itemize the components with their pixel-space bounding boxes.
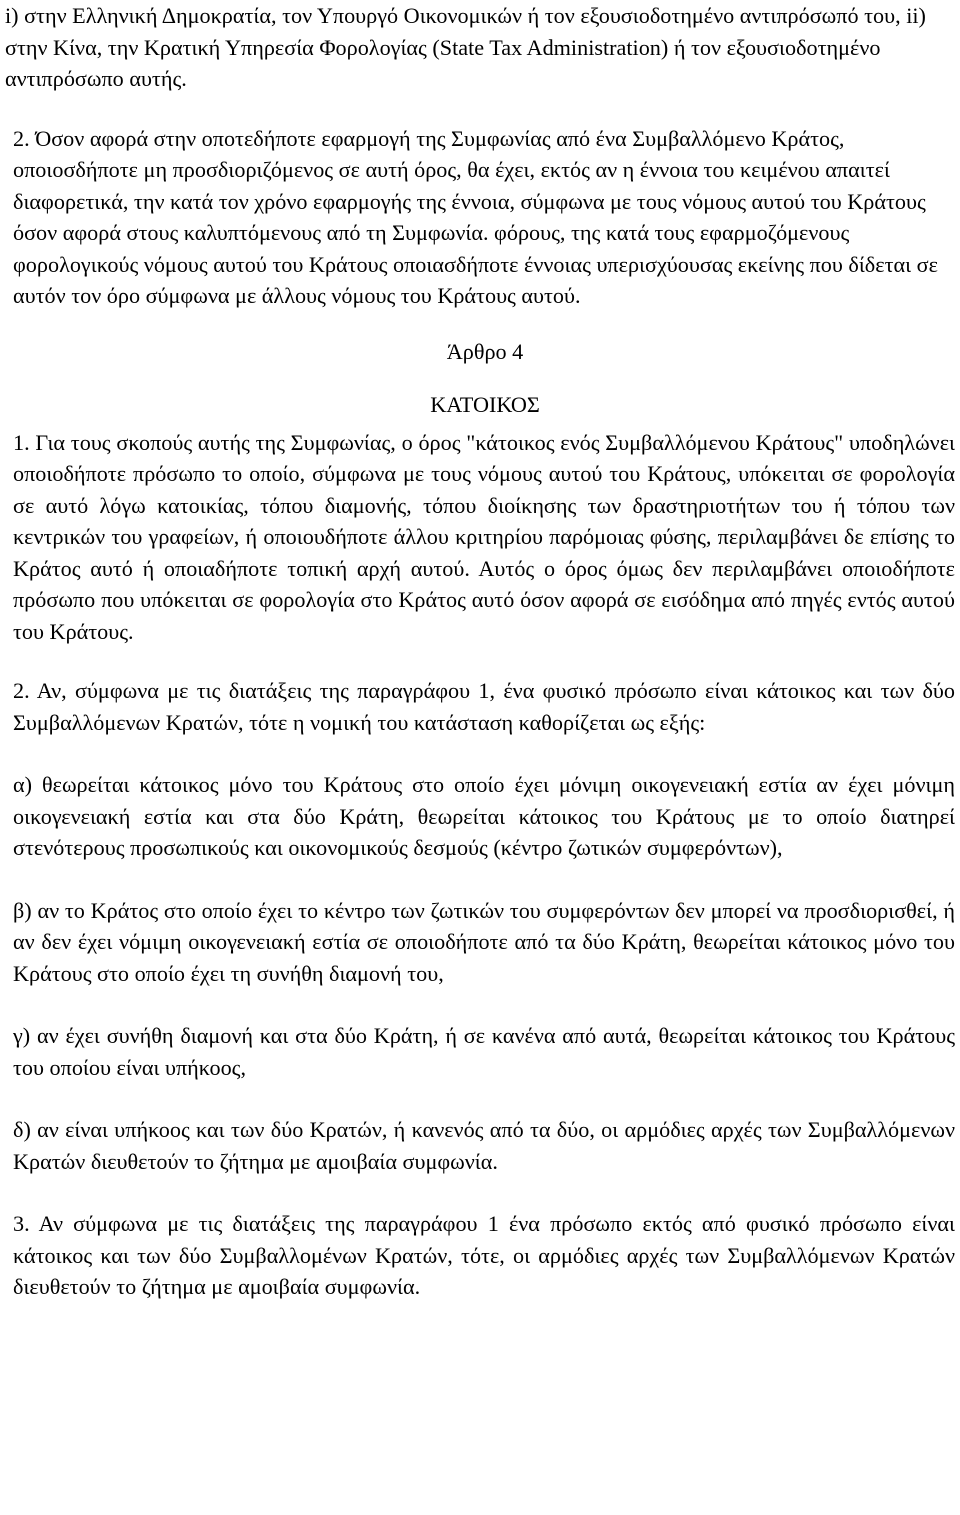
- document-page: [5, 0, 955, 1303]
- article-heading: ΚΑΤΟΙΚΟΣ: [430, 392, 540, 417]
- paragraph-competent-authority: i) στην Ελληνική Δημοκρατία, τον Υπουργό Οικονομικών ή τον εξουσιοδοτημένο αντιπρόσωπό του, ii) στην Κίνα, την Κρατική Υπηρεσία Φορολογίας (State Tax Administration) ή τον εξουσιοδοτημένο αντιπρόσωπο αυτής.: [5, 3, 926, 91]
- paragraph-3-2-interpretation: 2. Όσον αφορά στην οποτεδήποτε εφαρμογή της Συμφωνίας από ένα Συμβαλλόμενο Κράτος, οποιοσδήποτε μη προσδιοριζόμενος σε αυτή όρος, θα έχει, εκτός αν η έννοια του κειμένου απαιτεί διαφορετικά, την κατά τον χρόνο εφαρμογής της έννοια, σύμφωνα με τους νόμους αυτού του Κράτους όσον αφορά στους καλυπτόμενους από τη Συμφωνία. φόρους, της κατά τους εφαρμοζόμενους φορολογικούς νόμους αυτού του Κράτους οποιασδήποτε έννοιας υπερισχύουσας εκείνης που δίδεται σε αυτόν τον όρο σύμφωνα με άλλους νόμους του Κράτους αυτού.: [13, 125, 938, 308]
- list-item-d: δ) αν είναι υπήκοος και των δύο Κρατών, ή κανενός από τα δύο, οι αρμόδιες αρχές των Συμβαλλόμενων Κρατών διευθετούν το ζήτημα με αμοιβαία συμφωνία.: [13, 1117, 955, 1174]
- paragraph-4-2-dual-residence: 2. Αν, σύμφωνα με τις διατάξεις της παραγράφου 1, ένα φυσικό πρόσωπο είναι κάτοικος και των δύο Συμβαλλόμενων Κρατών, τότε η νομική του κατάσταση καθορίζεται ως εξής:: [13, 678, 955, 735]
- list-item-c: γ) αν έχει συνήθη διαμονή και στα δύο Κράτη, ή σε κανένα από αυτά, θεωρείται κάτοικος του Κράτους του οποίου είναι υπήκοος,: [13, 1023, 955, 1080]
- list-item-a: α) θεωρείται κάτοικος μόνο του Κράτους στο οποίο έχει μόνιμη οικογενειακή εστία αν έχει μόνιμη οικογενειακή εστία και στα δύο Κράτη, θεωρείται κάτοικος του Κράτους με το οποίο διατηρεί στενότερους προσωπικούς και οικονομικούς δεσμούς (κέντρο ζωτικών συμφερόντων),: [13, 772, 955, 860]
- list-item-b: β) αν το Κράτος στο οποίο έχει το κέντρο των ζωτικών του συμφερόντων δεν μπορεί να προσδιορισθεί, ή αν δεν έχει νόμιμη οικογενειακή εστία σε οποιοδήποτε από τα δύο Κράτη, θεωρείται κάτοικος μόνο του Κράτους στο οποίο έχει τη συνήθη διαμονή του,: [13, 897, 955, 986]
- paragraph-4-3-non-individual: 3. Αν σύμφωνα με τις διατάξεις της παραγράφου 1 ένα πρόσωπο εκτός από φυσικό πρόσωπο είναι κάτοικος και των δύο Συμβαλλομένων Κρατών, τότε, οι αρμόδιες αρχές των Συμβαλλόμενων Κρατών διευθετούν το ζήτημα με αμοιβαία συμφωνία.: [13, 1211, 955, 1299]
- article-title: Άρθρο 4: [446, 338, 524, 364]
- paragraph-4-1-resident-definition: 1. Για τους σκοπούς αυτής της Συμφωνίας, ο όρος "κάτοικος ενός Συμβαλλόμενου Κράτους" υποδηλώνει οποιοδήποτε πρόσωπο το οποίο, σύμφωνα με τους νόμους αυτού του Κράτους, υπόκειται σε φορολογία σε αυτό λόγω κατοικίας, τόπου διαμονής, τόπου διοίκησης των δραστηριοτήτων του ή τόπου των κεντρικών του γραφείων, ή οποιουδήποτε άλλου κριτηρίου παρόμοιας φύσης, περιλαμβάνει δε επίσης το Κράτος αυτό ή οποιαδήποτε τοπική αρχή αυτού. Αυτός ο όρος όμως δεν περιλαμβάνει οποιοδήποτε πρόσωπο που υπόκειται σε φορολογία στο Κράτος αυτό όσον αφορά σε εισόδημα από πηγές εντός αυτού του Κράτους.: [13, 429, 955, 644]
